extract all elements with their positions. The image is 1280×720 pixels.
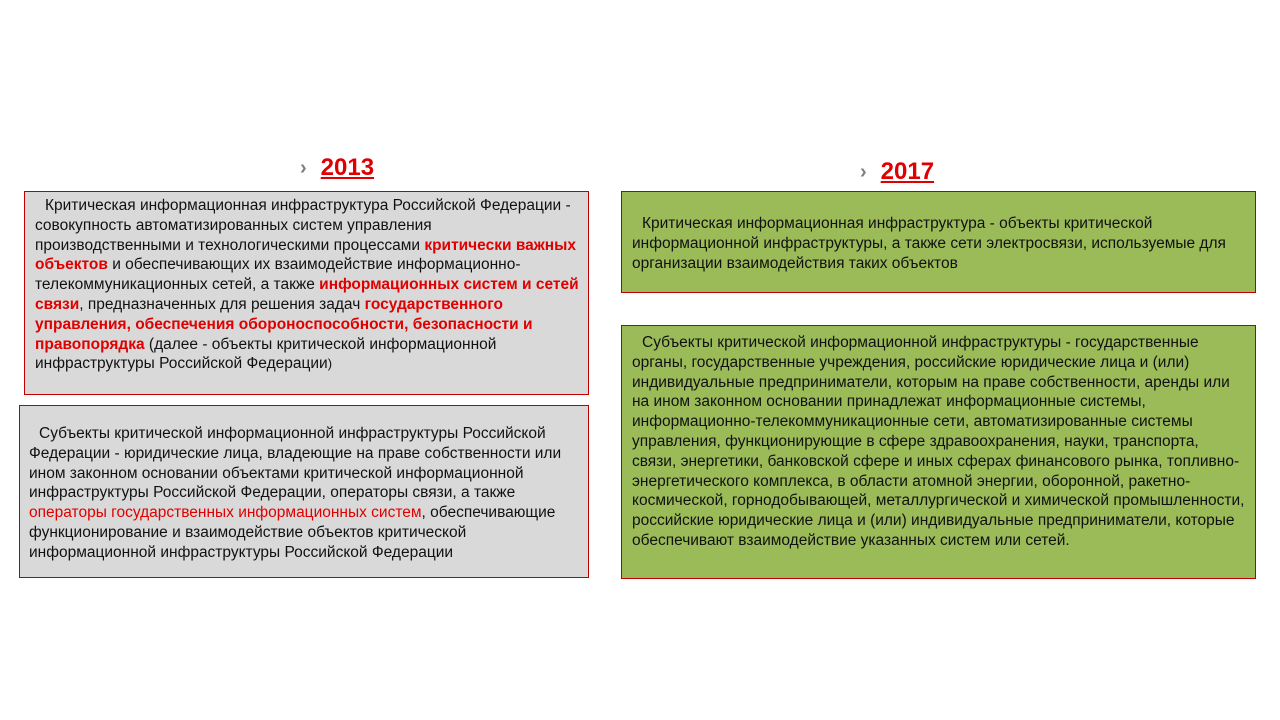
highlight-info-systems: информационных систем и сетей связи [35, 276, 579, 313]
text-segment: , обеспечивающие функционирование и взаимодействие объектов критической информационной инфраструктуры Российской Федерации [29, 504, 556, 561]
text-segment: Субъекты критической информационной инфраструктуры - государственные органы, государственные учреждения, российские юридические лица и (или) индивидуальные предприниматели, которым на праве собственности, аренды или на ином законном основании принадлежат информационные системы, информационно-телекоммуникационные сети, автоматизированные системы управления, функционирующие в сфере здравоохранения, науки, транспорта, связи, энергетики, банковской сфере и иных сферах финансового рынка, топливно-энергетического комплекса, в области атомной энергии, оборонной, ракетно-космической, горнодобывающей, металлургической и химической промышленности, российские юридические лица и (или) индивидуальные предприниматели, которые обеспечивают взаимодействие указанных систем или сетей. [632, 334, 1245, 549]
chevron-right-icon: › [300, 157, 307, 179]
chevron-right-icon: › [860, 161, 867, 183]
text-segment: Субъекты критической информационной инфраструктуры Российской Федерации - юридические лица, владеющие на праве собственности или ином законном основании объектами критической информационной инфраструктуры Российской Федерации, операторы связи, а также [29, 425, 562, 502]
highlight-critical-objects: критически важных объектов [35, 236, 576, 274]
heading-2013 [300, 154, 374, 182]
year-2013-label: 2013 [320, 154, 375, 181]
text-segment: Критическая информационная инфраструктура Российской Федерации - совокупность автоматизированных систем управления производственными и технологическими процессами [35, 197, 571, 254]
text-segment: Критическая информационная инфраструктура - объекты критической информационной инфраструктуры, а также сети электросвязи, используемые для организации взаимодействия таких объектов [632, 215, 1226, 272]
text-segment: и обеспечивающих их взаимодействие информационно-телекоммуникационных сетей, а также [35, 256, 521, 294]
year-2017-label: 2017 [880, 158, 935, 185]
text-segment: (далее - объекты критической информационной инфраструктуры Российской Федерации [35, 335, 497, 373]
box-2017-definition [621, 191, 1256, 293]
heading-2017 [860, 158, 934, 186]
box-2017-subjects [621, 325, 1256, 579]
highlight-gov-operators: операторы государственных информационных систем [29, 504, 422, 522]
text-segment: , предназначенных для решения задач [79, 295, 365, 313]
text-segment: ) [327, 356, 333, 372]
highlight-state-tasks: государственного управления, обеспечения обороноспособности, безопасности и правопорядка [35, 295, 533, 353]
box-2013-subjects [19, 405, 589, 578]
box-2013-definition [24, 191, 589, 395]
